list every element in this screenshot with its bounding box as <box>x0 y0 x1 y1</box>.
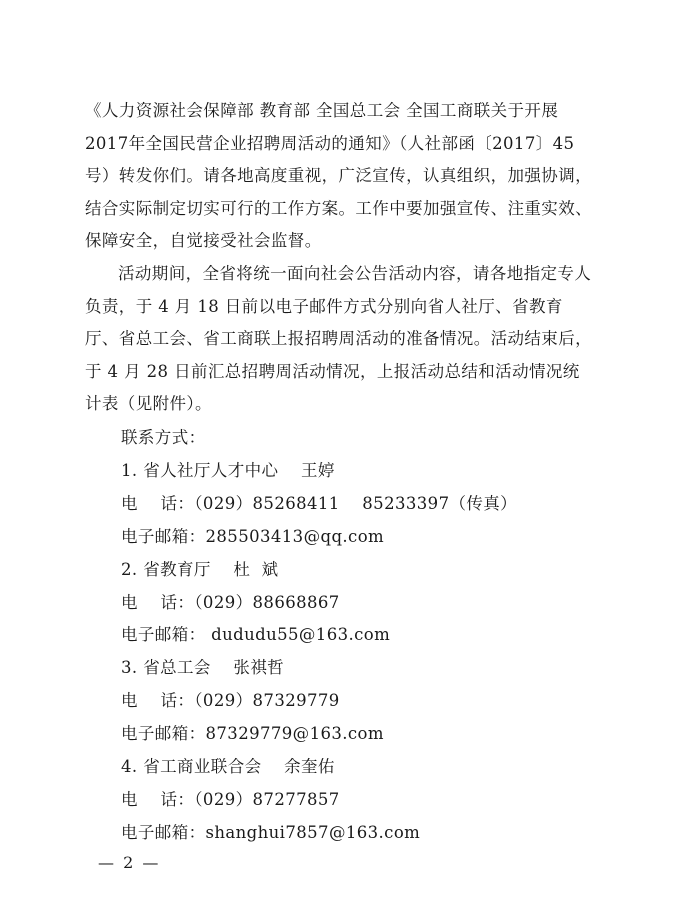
notice-paragraph-2: 活动期间，全省将统一面向社会公告活动内容，请各地指定专人负责，于 4 月 18 日前以电子邮件方式分别向省人社厅、省教育厅、省总工会、省工商联上报招聘周活动的准备情况。活动结束后，于 4 月 28 日前汇总招聘周活动情况，上报活动总结和活动情况统计表（见附件）。 <box>85 264 592 414</box>
contacts-heading: 联系方式： <box>121 428 206 447</box>
notice-paragraph-1: 《人力资源社会保障部 教育部 全国总工会 全国工商联关于开展2017年全国民营企业招聘周活动的通知》（人社部函〔2017〕45 号）转发你们。请各地高度重视，广泛宣传，认真组织，加强协调，结合实际制定切实可行的工作方案。工作中要加强宣传、注重实效、保障安全，自觉接受社会监督。 <box>85 101 592 251</box>
page-number: — 2 — <box>98 853 161 872</box>
contact-2-title: 2. 省教育厅 杜 斌 <box>121 560 279 579</box>
contact-4-phone: 电 话：（029）87277857 <box>121 790 340 809</box>
contact-1-title: 1. 省人社厅人才中心 王婷 <box>121 461 335 480</box>
contact-3-title: 3. 省总工会 张祺哲 <box>121 658 285 677</box>
contact-3-email: 电子邮箱：87329779@163.com <box>121 724 384 743</box>
contact-4-title: 4. 省工商业联合会 余奎佑 <box>121 757 335 776</box>
contact-1-phone: 电 话：（029）85268411 85233397（传真） <box>121 494 518 513</box>
contact-3-phone: 电 话：（029）87329779 <box>121 691 340 710</box>
contact-4-email: 电子邮箱：shanghui7857@163.com <box>121 823 421 842</box>
contact-2-email: 电子邮箱： dududu55@163.com <box>121 625 391 644</box>
contact-1-email: 电子邮箱：285503413@qq.com <box>121 527 385 546</box>
contact-2-phone: 电 话：（029）88668867 <box>121 593 340 612</box>
